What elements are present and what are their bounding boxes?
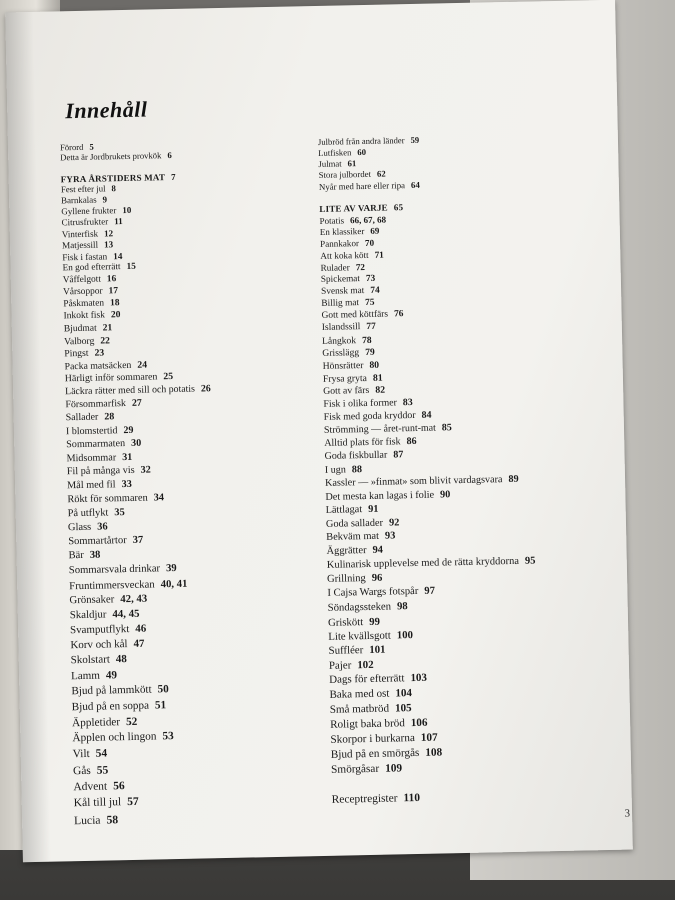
- toc-entry-page: 106: [410, 716, 428, 729]
- toc-entry-title: Gott av färs: [323, 385, 370, 398]
- toc-entry-title: Vårsoppor: [62, 286, 103, 298]
- toc-entry-title: Frysa gryta: [322, 372, 368, 385]
- toc-entry-page: 47: [133, 637, 145, 651]
- toc-entry-title: Kassler — »finmat» som blivit vardagsvara: [324, 474, 503, 489]
- toc-entry-page: 61: [347, 158, 357, 169]
- toc-entry-title: Fisk i olika former: [323, 397, 397, 411]
- toc-entry-title: Skolstart: [70, 653, 110, 667]
- toc-entry-title: Packa matsäcken: [64, 359, 132, 372]
- toc-entry: [332, 789, 622, 810]
- toc-entry-page: 102: [357, 658, 374, 672]
- toc-entry-title: Sommartårtor: [68, 535, 127, 548]
- toc-entry-title: Rulader: [320, 262, 350, 273]
- toc-entry-title: Kål till jul: [73, 796, 122, 810]
- toc-entry-title: Spickemat: [320, 273, 361, 285]
- toc-entry-page: 48: [115, 653, 127, 666]
- toc-entry-page: 31: [122, 451, 133, 463]
- toc-entry-page: 5: [89, 141, 94, 152]
- toc-entry-page: 49: [105, 669, 118, 682]
- toc-entry-title: Goda fiskbullar: [324, 449, 388, 463]
- toc-entry-page: 107: [420, 731, 438, 744]
- toc-entry-page: 85: [441, 422, 452, 434]
- toc-entry-title: Fil på många vis: [66, 464, 135, 478]
- toc-entry-title: Fest efter jul: [60, 183, 106, 195]
- toc-entry-page: 23: [94, 347, 105, 359]
- toc-entry-page: 44, 45: [112, 607, 140, 621]
- toc-entry-page: 50: [157, 683, 169, 696]
- toc-entry-title: Roligt baka bröd: [330, 717, 405, 731]
- toc-entry-page: 38: [89, 550, 101, 562]
- toc-entry-title: Bjud på lammkött: [71, 683, 152, 698]
- toc-entry-title: Sommarmaten: [66, 438, 126, 451]
- toc-entry-page: 74: [370, 285, 380, 296]
- toc-entry-title: Glass: [67, 521, 92, 534]
- toc-entry-page: 56: [113, 779, 125, 793]
- toc-entry-title: Skorpor i burkarna: [330, 731, 415, 746]
- toc-entry-title: Citrusfrukter: [61, 216, 109, 228]
- toc-entry-page: 54: [95, 747, 108, 761]
- toc-entry-title: Julbröd från andra länder: [317, 135, 405, 147]
- toc-entry-title: Lättlagat: [325, 504, 363, 516]
- toc-entry-title: LITE AV VARJE: [319, 202, 388, 215]
- toc-entry-page: 52: [125, 715, 138, 728]
- toc-entry-page: 11: [114, 216, 123, 227]
- toc-entry-title: Förord: [59, 141, 84, 153]
- toc-entry-page: 26: [200, 383, 211, 395]
- toc-entry-page: 24: [137, 359, 148, 371]
- toc-entry-page: 40, 41: [160, 577, 188, 590]
- toc-entry-title: Det mesta kan lagas i folie: [325, 489, 435, 503]
- toc-entry-title: Billig mat: [321, 298, 360, 309]
- toc-entry-page: 58: [106, 812, 119, 827]
- toc-entry-page: 36: [97, 521, 108, 533]
- toc-entry-title: Islandssill: [321, 322, 361, 334]
- toc-entry-title: Bekväm mat: [326, 531, 380, 544]
- toc-entry-page: 30: [130, 437, 142, 449]
- toc-entry-page: 110: [403, 792, 421, 805]
- toc-entry-page: 25: [163, 371, 174, 383]
- toc-entry-page: 95: [524, 555, 536, 567]
- toc-entry-title: Detta är Jordbrukets provkök: [60, 150, 162, 163]
- toc-entry-page: 37: [132, 534, 144, 546]
- toc-entry-page: 75: [364, 297, 375, 308]
- toc-entry-title: En klassiker: [319, 226, 365, 238]
- toc-entry-page: 8: [111, 183, 117, 194]
- toc-entry-page: 105: [394, 702, 412, 715]
- toc-entry-title: Söndagssteken: [327, 600, 392, 615]
- toc-entry-page: 66, 67, 68: [349, 214, 387, 226]
- toc-entry-page: 17: [108, 285, 119, 297]
- toc-entry-title: Suffléer: [328, 644, 364, 658]
- toc-entry-page: 109: [385, 762, 403, 775]
- toc-entry-title: Härligt inför sommaren: [64, 371, 158, 385]
- toc-entry-title: Gyllene frukter: [61, 205, 117, 217]
- toc-entry-page: 104: [395, 687, 413, 700]
- toc-entry-title: Dags för efterrätt: [329, 672, 405, 687]
- toc-entry-page: 14: [113, 250, 123, 261]
- toc-entry-page: 76: [393, 309, 404, 320]
- toc-entry-page: 46: [135, 622, 147, 635]
- toc-entry-page: 77: [366, 322, 376, 333]
- toc-entry-page: 70: [364, 237, 375, 249]
- toc-entry-title: Receptregister: [331, 792, 398, 807]
- page-title: Innehåll: [64, 96, 148, 123]
- toc-entry-title: I ugn: [324, 464, 346, 476]
- toc-entry-title: Midsommar: [66, 451, 117, 464]
- toc-entry-page: 6: [167, 150, 172, 161]
- toc-entry-title: Äggrätter: [326, 545, 367, 558]
- toc-entry-title: Grisslägg: [322, 347, 360, 360]
- toc-entry-title: Rökt för sommaren: [67, 492, 148, 506]
- toc-entry-title: Hönsrätter: [322, 359, 364, 372]
- toc-entry-page: 72: [355, 261, 366, 272]
- toc-entry-page: 82: [375, 384, 386, 397]
- toc-entry-page: 94: [372, 544, 384, 557]
- toc-entry-title: Goda sallader: [325, 517, 384, 530]
- toc-right-column: [318, 132, 622, 811]
- toc-entry-title: Mål med fil: [66, 479, 116, 492]
- toc-entry-title: Svensk mat: [320, 285, 365, 297]
- toc-entry-title: Långkok: [322, 335, 357, 347]
- toc-entry-page: 84: [421, 409, 432, 421]
- toc-entry-page: 16: [106, 274, 117, 285]
- toc-entry-title: Alltid plats för fisk: [324, 436, 401, 450]
- toc-entry-title: Grillning: [326, 573, 366, 585]
- toc-entry-title: Läckra rätter med sill och potatis: [65, 383, 196, 398]
- toc-entry-page: 13: [103, 239, 114, 250]
- toc-entry-page: 108: [425, 746, 443, 759]
- toc-entry-page: 91: [368, 503, 379, 516]
- toc-entry-title: Svamputflykt: [69, 623, 130, 637]
- toc-entry-page: 99: [369, 615, 380, 628]
- toc-entry-page: 7: [170, 171, 176, 182]
- toc-entry-page: 97: [424, 585, 436, 597]
- toc-entry-title: Lucia: [73, 813, 101, 827]
- toc-entry-page: 18: [109, 297, 120, 309]
- toc-entry-page: 64: [410, 179, 420, 190]
- toc-entry-title: Vinterfisk: [61, 228, 99, 239]
- toc-entry-title: På utflykt: [67, 507, 109, 519]
- toc-entry-title: Fruntimmersveckan: [69, 577, 155, 592]
- toc-entry-title: Pingst: [64, 347, 89, 360]
- toc-entry-title: Valborg: [63, 335, 95, 347]
- toc-entry-page: 59: [410, 134, 420, 146]
- toc-entry-page: 100: [396, 628, 414, 642]
- toc-entry-title: Gott med köttfärs: [321, 309, 389, 322]
- toc-entry-title: Bär: [68, 550, 84, 562]
- page-number: 3: [624, 807, 631, 820]
- toc-entry-title: Äppletider: [71, 715, 121, 729]
- toc-entry-title: Skaldjur: [69, 608, 107, 622]
- toc-entry-page: 9: [102, 194, 108, 205]
- toc-entry-title: Korv och kål: [70, 638, 128, 652]
- toc-entry-title: Bjudmat: [63, 322, 97, 335]
- toc-entry-page: 65: [393, 202, 404, 213]
- toc-entry-page: 71: [374, 249, 384, 260]
- toc-entry-title: Matjessill: [61, 239, 99, 251]
- toc-entry-page: 34: [153, 491, 165, 504]
- toc-entry-title: Pannkakor: [319, 238, 360, 250]
- toc-entry-page: 29: [123, 424, 134, 436]
- toc-entry-title: Sommarsvala drinkar: [68, 563, 161, 577]
- toc-entry-page: 20: [110, 310, 121, 321]
- toc-entry-title: Små matbröd: [329, 702, 390, 716]
- toc-entry-title: Smörgåsar: [330, 762, 380, 776]
- toc-entry-page: 101: [369, 643, 386, 657]
- toc-entry-title: Bjud på en smörgås: [330, 746, 420, 761]
- toc-entry-title: Pajer: [328, 659, 352, 672]
- toc-entry-page: 92: [388, 517, 400, 529]
- toc-entry-page: 15: [126, 261, 136, 273]
- toc-entry-title: Bjud på en soppa: [71, 699, 150, 714]
- toc-entry-title: Lamm: [70, 669, 101, 683]
- toc-entry-title: Äpplen och lingon: [72, 730, 157, 745]
- toc-entry-title: Lite kvällsgott: [328, 629, 391, 643]
- toc-entry-page: 55: [96, 764, 109, 777]
- toc-entry-title: Baka med ost: [329, 687, 390, 701]
- toc-entry-page: 78: [361, 334, 372, 346]
- toc-entry-title: Griskött: [327, 615, 364, 629]
- toc-entry-title: Fisk i fastan: [62, 250, 108, 262]
- toc-entry-page: 60: [357, 146, 367, 158]
- toc-entry-title: Potatis: [319, 215, 345, 226]
- toc-entry-title: Sallader: [65, 411, 99, 424]
- toc-entry-title: Inkokt fisk: [63, 310, 106, 322]
- toc-entry-page: 81: [372, 372, 383, 384]
- toc-entry-page: 69: [370, 226, 380, 237]
- toc-entry-title: Grönsaker: [69, 593, 115, 607]
- toc-entry-page: 10: [122, 205, 132, 216]
- toc-entry-page: 90: [439, 488, 451, 500]
- toc-entry-page: 93: [384, 530, 396, 543]
- toc-entry-page: 33: [121, 478, 132, 491]
- toc-entry-page: 73: [365, 273, 376, 284]
- toc-entry-title: En god efterrätt: [62, 262, 121, 274]
- toc-entry-page: 88: [351, 463, 363, 476]
- toc-entry-page: 103: [410, 672, 428, 685]
- toc-entry-page: 21: [102, 322, 113, 334]
- toc-entry-page: 62: [376, 168, 386, 179]
- toc-entry-title: Nyår med hare eller ripa: [318, 179, 406, 192]
- toc-entry-page: 22: [100, 334, 111, 347]
- toc-entry-title: Barnkalas: [61, 194, 97, 206]
- toc-entry-page: 86: [406, 436, 417, 448]
- toc-entry-page: 28: [104, 411, 115, 423]
- toc-entry-page: 87: [393, 449, 404, 461]
- toc-entry-title: Strömming — året-runt-mat: [323, 422, 436, 437]
- toc-entry-title: Vilt: [72, 748, 90, 761]
- toc-entry-title: Påskmaten: [63, 298, 105, 310]
- toc-entry-page: 83: [402, 397, 413, 409]
- toc-entry-title: Fisk med goda kryddor: [323, 410, 416, 423]
- toc-entry-page: 96: [371, 572, 383, 585]
- toc-entry-page: 80: [369, 359, 380, 371]
- toc-entry-title: Våffelgott: [62, 274, 101, 286]
- toc-entry-title: Gås: [72, 764, 91, 777]
- toc-entry-title: Lutfisken: [318, 147, 352, 158]
- toc-entry-page: 89: [508, 473, 519, 486]
- toc-entry-title: Julmat: [318, 158, 342, 170]
- toc-entry-title: FYRA ÅRSTIDERS MAT: [60, 171, 166, 184]
- toc-entry-title: Advent: [73, 780, 108, 793]
- toc-entry-page: 53: [162, 730, 174, 743]
- toc-entry-page: 51: [154, 699, 167, 712]
- toc-entry-title: Försommarfisk: [65, 398, 127, 411]
- toc-entry-page: 12: [103, 227, 114, 239]
- toc-entry-page: 32: [140, 464, 151, 476]
- toc-entry-page: 98: [396, 600, 408, 613]
- toc-entry-page: 27: [131, 397, 142, 410]
- toc-entry-title: Stora julbordet: [318, 169, 372, 181]
- toc-entry-title: Kulinarisk upplevelse med de rätta kryddorna: [326, 555, 520, 571]
- toc-entry-page: 35: [114, 506, 125, 519]
- toc-entry-page: 39: [165, 562, 177, 575]
- toc-entry-title: Att koka kött: [320, 249, 369, 261]
- toc-entry-title: I Cajsa Wargs fotspår: [327, 586, 419, 600]
- toc-entry-page: 79: [365, 347, 375, 359]
- toc-entry-title: I blomstertid: [65, 424, 118, 437]
- toc-entry-page: 57: [127, 795, 139, 809]
- book-page: [5, 0, 633, 862]
- toc-entry-page: 42, 43: [120, 592, 148, 606]
